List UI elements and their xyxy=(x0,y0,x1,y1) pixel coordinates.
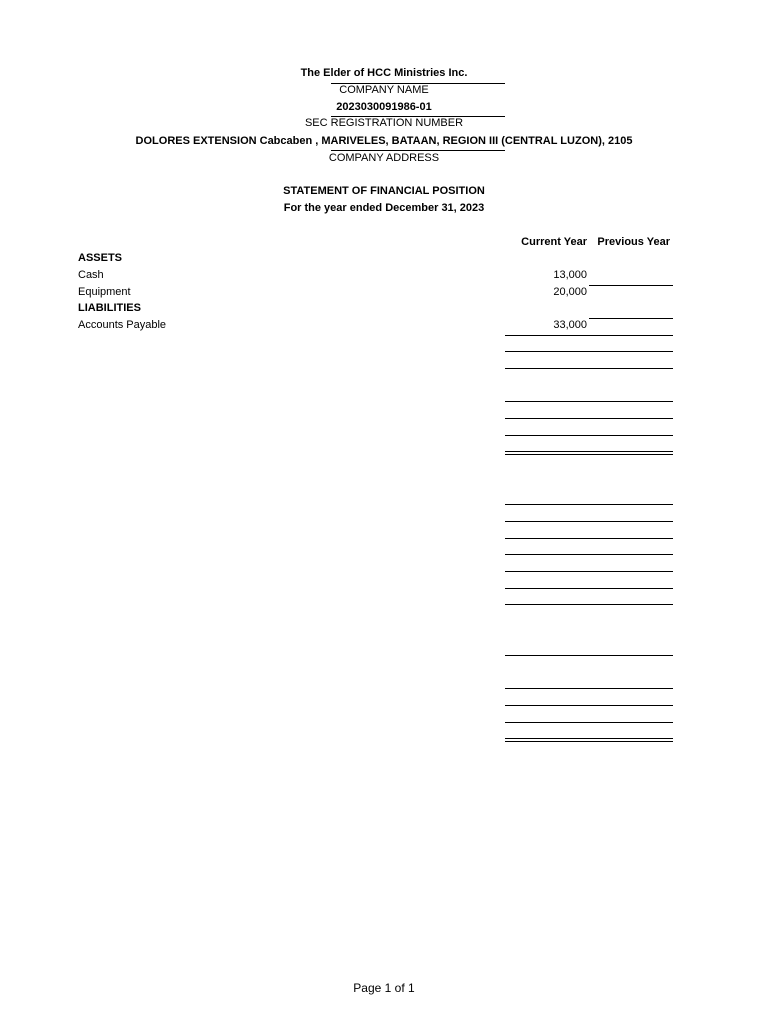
rule-line xyxy=(589,285,673,286)
rule-line xyxy=(505,705,673,706)
sec-number-label: SEC REGISTRATION NUMBER xyxy=(304,117,464,129)
company-name-label: COMPANY NAME xyxy=(339,84,429,96)
divider xyxy=(331,150,505,151)
statement-period: For the year ended December 31, 2023 xyxy=(283,202,485,214)
section-liabilities: LIABILITIES xyxy=(78,302,141,314)
rule-line xyxy=(505,722,673,723)
rule-line xyxy=(505,571,673,572)
rule-line xyxy=(505,435,673,436)
row-label-cash: Cash xyxy=(78,269,104,281)
statement-title: STATEMENT OF FINANCIAL POSITION xyxy=(283,185,485,197)
sec-number-value: 2023030091986-01 xyxy=(336,101,432,113)
column-header-current-year: Current Year xyxy=(521,236,587,248)
company-name-value: The Elder of HCC Ministries Inc. xyxy=(300,67,468,79)
row-value-equipment-current: 20,000 xyxy=(553,286,587,298)
rule-line xyxy=(505,554,673,555)
column-header-previous-year: Previous Year xyxy=(597,236,670,248)
rule-line xyxy=(505,604,673,605)
rule-line xyxy=(589,318,673,319)
row-value-cash-current: 13,000 xyxy=(553,269,587,281)
rule-line xyxy=(505,588,673,589)
rule-line xyxy=(505,688,673,689)
rule-line xyxy=(505,538,673,539)
rule-line xyxy=(505,521,673,522)
rule-line xyxy=(505,504,673,505)
row-value-accounts-payable-current: 33,000 xyxy=(553,319,587,331)
double-rule-line xyxy=(505,738,673,742)
section-assets: ASSETS xyxy=(78,252,123,264)
rule-line xyxy=(505,655,673,656)
double-rule-line xyxy=(505,451,673,455)
row-label-equipment: Equipment xyxy=(78,286,131,298)
rule-line xyxy=(505,351,673,352)
row-label-accounts-payable: Accounts Payable xyxy=(78,319,167,331)
page-number: Page 1 of 1 xyxy=(353,981,415,995)
rule-line xyxy=(505,401,673,402)
company-address-label: COMPANY ADDRESS xyxy=(328,152,440,164)
rule-line xyxy=(505,418,673,419)
company-address-value: DOLORES EXTENSION Cabcaben , MARIVELES, BATAAN, REGION III (CENTRAL LUZON), 2105 xyxy=(135,135,633,147)
rule-line xyxy=(505,368,673,369)
rule-line xyxy=(505,335,673,336)
